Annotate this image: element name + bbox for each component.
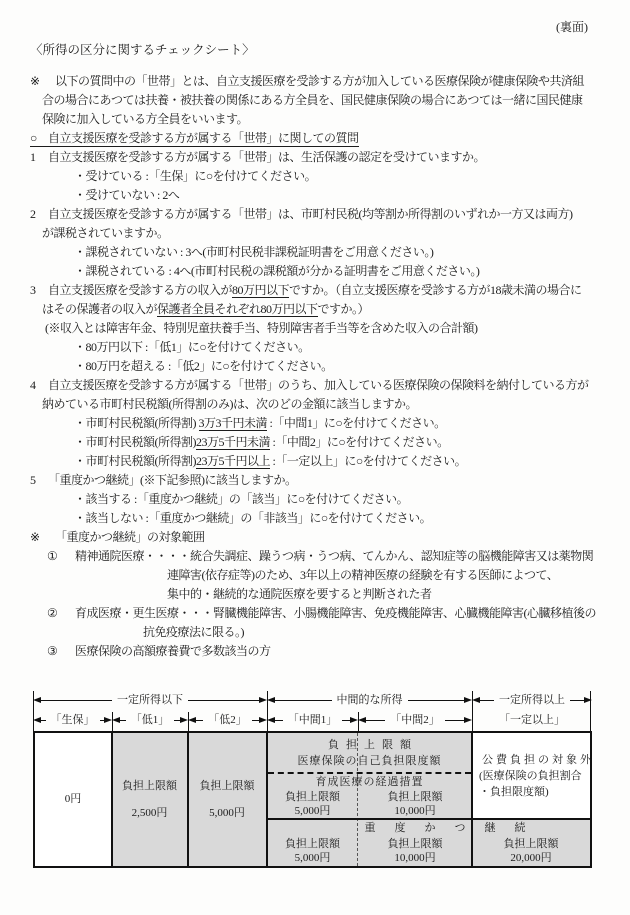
tick	[472, 691, 473, 731]
cell-judo-middle1: 負担上限額 5,000円	[285, 838, 340, 864]
q2-bullet-2: ・課税されている : 4へ(市町村民税の課税額が分かる証明書をご用意ください。)	[74, 264, 480, 278]
cell-judo-middle2: 負担上限額 10,000円	[387, 838, 443, 864]
cell-low2: 負担上限額 5,000円	[199, 779, 255, 819]
q4-bullet-1: ・市町村民税額(所得割) 3万3千円未満 :「中間1」に○を付けてください。	[74, 416, 446, 430]
intro-line-1: ※ 以下の質問中の「世帯」とは、自立支援医療を受診する方が加入している医療保険が健康保険や共済組	[30, 72, 605, 91]
page-side-label: (裏面)	[556, 20, 588, 34]
dashed-row-border	[268, 772, 471, 774]
range-arrow-over: 一定所得以上	[472, 690, 592, 710]
tick	[267, 691, 268, 731]
scope-item-3-line-1: ③ 医療保険の高額療養費で多数該当の方	[30, 642, 605, 661]
q1-bullet-1: ・受けている :「生保」に○を付けてください。	[74, 169, 317, 183]
scope-item-1-line-3: 集中的・継続的な通院医療を要すると判断された者	[167, 587, 432, 601]
q2-bullet-1: ・課税されていない : 3へ(市町村民税非課税証明書をご用意ください。)	[74, 245, 434, 259]
cell-low1: 負担上限額 2,500円	[122, 779, 177, 819]
tick	[112, 712, 113, 731]
range-arrow-low: 一定所得以下	[33, 690, 267, 710]
q4-line-1: 4 自立支援医療を受診する方が属する「世帯」のうち、加入している医療保険の保険料を納付している方が	[30, 378, 589, 392]
scope-item-2-line-2: 抗免疫療法に限る。)	[143, 625, 244, 639]
tick	[358, 712, 359, 731]
scope-item-1-line-2: 連障害(依存症等)のため、3年以上の精神医療の経験を有する医師によつて、	[167, 568, 559, 582]
q3-note: (※収入とは障害年金、特別児童扶養手当、特別障害者手当等を含めた収入の合計額)	[45, 321, 478, 335]
q2-line-1: 2 自立支援医療を受診する方が属する「世帯」は、市町村民税(均等割か所得割のいずれか一方又は両方)	[30, 207, 573, 221]
note-marker: ※	[30, 74, 40, 88]
arrow-right-icon	[464, 697, 472, 703]
scope-heading: ※ 「重度かつ継続」の対象範囲	[30, 528, 605, 547]
cell-ikusei-middle2: 負担上限額 10,000円	[387, 791, 443, 817]
arrow-right-icon	[259, 697, 267, 703]
col-arrow-low1: 「低1」	[112, 710, 188, 730]
note-marker: ※	[30, 530, 40, 544]
scope-item-2-line-1: ② 育成医療・更生医療・・・腎臓機能障害、小腸機能障害、免疫機能障害、心臓機能障害(心臓移植後の	[30, 604, 605, 623]
tick	[188, 712, 189, 731]
range-arrow-middle: 中間的な所得	[267, 690, 472, 710]
section-heading: ○ 自立支援医療を受診する方が属する「世帯」に関しての質問	[30, 129, 605, 148]
arrow-left-icon	[472, 697, 480, 703]
q3-line-1: 3 自立支援医療を受診する方の収入が80万円以下ですか。（自立支援医療を受診する方が18歳未満の場合に	[30, 283, 582, 297]
col-arrow-middle1: 「中間1」	[267, 710, 358, 730]
q5-line-1: 5 「重度かつ継続」(※下記参照)に該当しますか。	[30, 473, 297, 487]
document-body	[30, 72, 605, 661]
q5-bullet-1: ・該当する :「重度かつ継続」の「該当」に○を付けてください。	[74, 492, 409, 506]
q5-bullet-2: ・該当しない :「重度かつ継続」の「非該当」に○を付けてください。	[74, 511, 432, 525]
q4-line-2: 納めている市町村民税額(所得割のみ)は、次のどの金額に該当しますか。	[42, 397, 417, 411]
scope-item-1-line-1: ① 精神通院医療・・・・統合失調症、躁うつ病・うつ病、てんかん、認知症等の脳機能障害又は薬物関	[30, 547, 605, 566]
row-border	[268, 818, 590, 820]
tick	[33, 691, 34, 731]
judo-keizoku-heading: 重度かつ継続	[364, 822, 545, 834]
q3-bullet-2: ・80万円を超える :「低2」に○を付けてください。	[74, 359, 333, 373]
intro-line-3: 保険に加入している方全員をいいます。	[42, 112, 249, 126]
income-limit-table	[33, 690, 592, 868]
q1-line-1: 1 自立支援医療を受診する方が属する「世帯」は、生活保護の認定を受けていますか。	[30, 150, 486, 164]
q1-bullet-2: ・受けていない : 2へ	[74, 188, 180, 202]
tick	[590, 691, 591, 731]
q3-bullet-1: ・80万円以下 :「低1」に○を付けてください。	[74, 340, 310, 354]
q2-line-2: が課税されていますか。	[42, 226, 169, 240]
col-arrow-low2: 「低2」	[188, 710, 267, 730]
page-title: 〈所得の区分に関するチェックシート〉	[30, 43, 255, 57]
col-header-over: 「一定以上」	[499, 714, 565, 726]
q4-bullet-3: ・市町村民税額(所得割)23万5千円以上 :「一定以上」に○を付けてください。	[74, 454, 467, 468]
ikusei-heading: 育成医療の経過措置	[315, 776, 424, 788]
arrow-left-icon	[33, 697, 41, 703]
cell-judo-over: 負担上限額 20,000円	[503, 838, 559, 864]
cell-ikusei-middle1: 負担上限額 5,000円	[285, 791, 340, 817]
circle-marker: ○	[30, 131, 37, 145]
q3-line-2: はその保護者の収入が保護者全員それぞれ80万円以下ですか。）	[42, 302, 370, 316]
cell-seiho: 0円	[64, 793, 82, 805]
circled-3-marker: ③	[47, 644, 58, 658]
circled-2-marker: ②	[47, 606, 58, 620]
circled-1-marker: ①	[47, 549, 58, 563]
table-body	[33, 731, 592, 868]
arrow-left-icon	[267, 697, 275, 703]
cell-over-exempt: 公費負担の対象外 (医療保険の負担割合 ・負担限度額)	[479, 753, 594, 798]
col-arrow-middle2: 「中間2」	[358, 710, 472, 730]
intro-line-2: 合の場合にあつては扶養・被扶養の関係にある方全員を、国民健康保険の場合にあつては一緒に国民健康	[42, 93, 583, 107]
q4-bullet-2: ・市町村民税額(所得割)23万5千円未満 :「中間2」に○を付けてください。	[74, 435, 449, 449]
col-arrow-seiho: 「生保」	[33, 710, 112, 730]
cell-middle-cap: 負担上限額 医療保険の自己負担限度額	[297, 739, 442, 767]
